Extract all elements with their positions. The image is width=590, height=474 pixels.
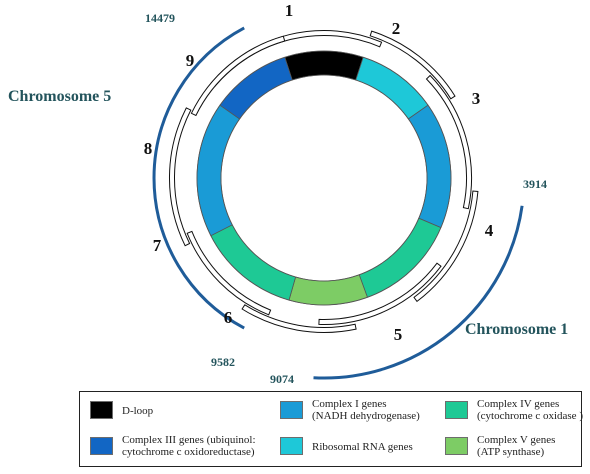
ring-segment-1 (285, 51, 363, 80)
segment-number-5: 5 (393, 325, 403, 344)
segment-number-6: 6 (223, 308, 233, 327)
chromosome-1-start-coordinate: 3914 (523, 177, 547, 191)
legend (79, 391, 582, 467)
ring-segment-3 (408, 105, 451, 227)
legend-swatch (90, 401, 113, 419)
legend-swatch (445, 437, 468, 455)
legend-swatch (445, 401, 468, 419)
chromosome-1-end-coordinate: 9074 (270, 372, 294, 386)
segment-number-4: 4 (484, 221, 494, 240)
segment-number-7: 7 (152, 236, 162, 255)
chromosome-1-label: Chromosome 1 (465, 321, 569, 338)
legend-label: Complex IV genes (cytochrome c oxidase ) (477, 398, 583, 422)
legend-label: D-loop (122, 405, 154, 417)
ring-inner-edge (221, 75, 427, 281)
segment-number-3: 3 (471, 89, 481, 108)
legend-swatch (280, 437, 303, 455)
segment-number-8: 8 (143, 139, 153, 158)
legend-label: Complex V genes (ATP synthase) (477, 434, 556, 458)
chromosome-5-label: Chromosome 5 (8, 88, 112, 105)
ring-segment-6 (211, 225, 296, 300)
legend-swatch (90, 437, 113, 455)
legend-swatch (280, 401, 303, 419)
legend-label: Complex I genes (NADH dehydrogenase) (312, 398, 420, 422)
legend-label: Complex III genes (ubiquinol: cytochrome c oxidoreductase) (122, 434, 256, 458)
gene-ring (197, 51, 451, 305)
chromosome-5-start-coordinate: 14479 (145, 11, 175, 25)
legend-label: Ribosomal RNA genes (312, 441, 413, 453)
ring-segment-2 (356, 57, 428, 119)
segment-number-1: 1 (284, 1, 294, 20)
ring-segment-7 (197, 105, 240, 236)
chromosome-5-end-coordinate: 9582 (211, 355, 235, 369)
segment-number-2: 2 (391, 19, 401, 38)
fragment-arc-8 (169, 108, 190, 246)
segment-number-9: 9 (185, 51, 195, 70)
ring-segment-5 (289, 275, 367, 305)
